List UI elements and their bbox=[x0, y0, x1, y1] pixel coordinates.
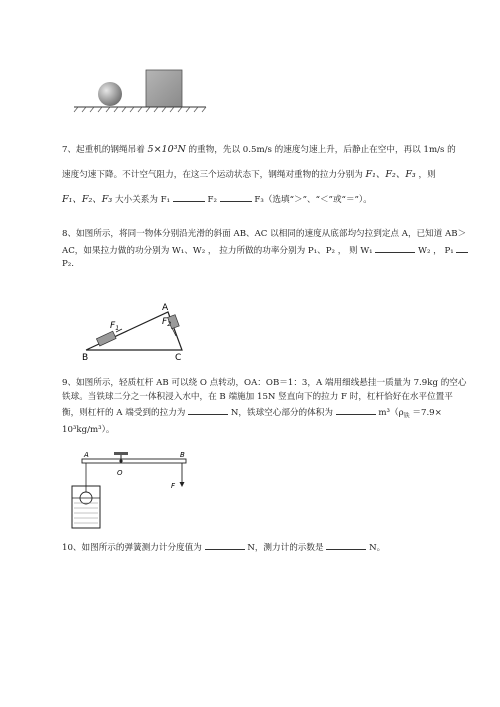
label-b: B bbox=[82, 353, 89, 362]
q7-line1: 7、起重机的钢绳吊着 5×10³N 的重物，先以 0.5m/s 的速度匀速上升，后静止在空中，再以 1m/s 的 bbox=[62, 144, 456, 155]
label-f1: $F_1$ bbox=[110, 321, 120, 332]
ball-block-figure bbox=[70, 62, 210, 114]
q10-blank-reading[interactable] bbox=[326, 540, 366, 550]
q10-blank-division[interactable] bbox=[205, 540, 245, 550]
question-7 bbox=[62, 143, 472, 207]
q7-line3: F₁、F₂、F₃ 大小关系为 F₁ F₂ F₃（选填“＞”、“＜”或“＝”）。 bbox=[62, 194, 372, 205]
label-b: B bbox=[180, 451, 185, 459]
question-8: 8、如图所示，将同一物体分别沿光滑的斜面 AB、AC 以相同的速度从底部均匀拉到定点 A，已知道 AB＞ AC，如果拉力做的功分别为 W₁、W₂ ， 拉力所做的功率分别为 P₁、P₂ ， 则 W₁ W₂ ， P₁ P₂. bbox=[62, 228, 472, 271]
q9-line3: 衡，则杠杆的 A 端受到的拉力为 N，铁球空心部分的体积为 $m^3(\rho_铁 =7.9\times$ bbox=[62, 405, 472, 423]
label-f: F bbox=[171, 482, 176, 490]
q9-blank-volume[interactable] bbox=[336, 405, 376, 415]
q9-blank-force[interactable] bbox=[188, 405, 228, 415]
lever-bar bbox=[82, 459, 186, 463]
incline-figure bbox=[80, 300, 190, 362]
pivot-o bbox=[119, 459, 122, 462]
label-c: C bbox=[175, 353, 182, 362]
label-a: A bbox=[162, 303, 169, 313]
q8-line2: AC，如果拉力做的功分别为 W₁、W₂ ， 拉力所做的功率分别为 P₁、P₂ ， 则 W₁ W₂ ， P₁ bbox=[62, 243, 472, 258]
question-9: 9、如图所示，轻质杠杆 AB 可以绕 O 点转动，OA：OB＝1：3，A 端用细线悬挂一质量为 7.9kg 的空心 铁球。当铁球二分之一体积浸入水中，在 B 端施加 15N 竖直向下的拉力 F 时，杠杆恰好在水平位置平 衡，则杠杆的 A 端受到的拉力为 N，铁球空心部分的体积为 $m^3(\rho_铁 =7.9\times$ 10³kg/m³）。 bbox=[62, 377, 472, 437]
q7-blank-2[interactable] bbox=[220, 192, 252, 202]
q7-blank-1[interactable] bbox=[173, 192, 205, 202]
q7-mass: 5×10³N bbox=[147, 144, 186, 155]
pivot-mount bbox=[114, 452, 128, 455]
label-f2: $F_2$ bbox=[162, 317, 172, 328]
label-o: O bbox=[117, 469, 123, 477]
lever-figure bbox=[70, 448, 200, 530]
q8-blank-p[interactable] bbox=[456, 243, 468, 253]
ball bbox=[98, 82, 122, 106]
label-a: A bbox=[84, 451, 89, 459]
q7-line2: 速度匀速下降。不计空气阻力，在这三个运动状态下，钢绳对重物的拉力分别为 F₁、F₂、F₃ ，则 bbox=[62, 169, 436, 180]
question-10: 10、如图所示的弹簧测力计分度值为 N，测力计的示数是 N。 bbox=[62, 540, 472, 555]
q8-blank-w[interactable] bbox=[375, 243, 415, 253]
block bbox=[146, 70, 182, 107]
block-ab bbox=[96, 331, 116, 346]
